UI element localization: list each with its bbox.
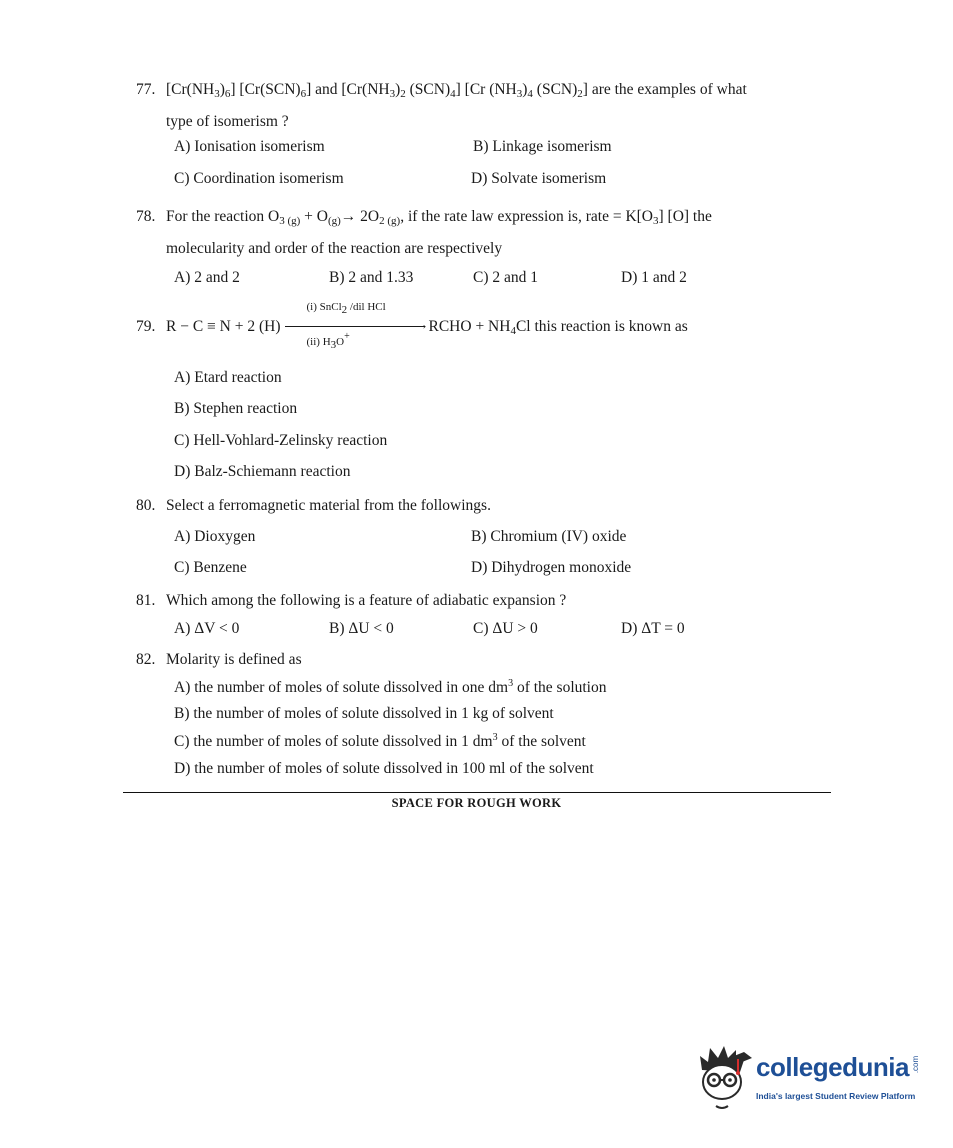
question-number: 81. [136,592,156,609]
option-b: B) Linkage isomerism [473,138,612,155]
option-b: B) Stephen reaction [174,400,298,417]
collegedunia-logo [694,1042,924,1112]
divider [123,792,831,793]
question-82 [136,646,836,673]
question-number: 80. [136,497,156,514]
option-d: D) ΔT = 0 [621,620,685,637]
question-77 [136,76,836,135]
option-c: C) Benzene [174,559,247,576]
reaction-rhs: RCHO + $NH_4Cl$ this reaction is known as [428,318,688,337]
reaction-lhs: R − C ≡ N + 2 (H) [166,318,281,335]
question-79 [136,301,836,352]
question-number: 79. [136,318,156,335]
option-a: A) Ionisation isomerism [174,138,325,155]
option-a: A) 2 and 2 [174,269,240,286]
logo-wordmark: collegedunia [756,1052,909,1082]
option-a: A) Etard reaction [174,369,282,386]
option-b: B) Chromium (IV) oxide [471,528,627,545]
arrow-right-icon: → [414,318,429,334]
question-text: Molarity is defined as [166,651,302,668]
question-text: Which among the following is a feature of adiabatic expansion ? [166,592,567,609]
option-a: A) ΔV < 0 [174,620,240,637]
question-text: Select a ferromagnetic material from the followings. [166,497,491,514]
option-b: B) the number of moles of solute dissolved in 1 kg of solvent [174,705,554,722]
question-number: 77. [136,81,156,98]
question-text: $[Cr(NH_3)_6]$ $[Cr(SCN)_6]$ and [$Cr(NH_3)_2$ $(SCN)_4$] [Cr $(NH_3)_4$ $(SCN)_2$] are the examples of what [166,81,747,100]
reaction-condition-top: (i) SnCl$_2$ /dil HCl [306,301,386,317]
logo-suffix: .com [911,1055,921,1074]
question-80 [136,492,836,519]
option-c: C) Hell-Vohlard-Zelinsky reaction [174,432,388,449]
option-c: C) Coordination isomerism [174,170,344,187]
option-c: C) the number of moles of solute dissolved in 1 $dm^3$ of the solvent [174,732,586,750]
option-d: D) Balz-Schiemann reaction [174,463,351,480]
option-d: D) 1 and 2 [621,269,687,286]
option-a: A) the number of moles of solute dissolved in one $dm^3$ of the solution [174,678,607,696]
option-b: B) ΔU < 0 [329,620,394,637]
question-number: 82. [136,651,156,668]
option-c: C) ΔU > 0 [473,620,538,637]
question-81 [136,587,836,614]
option-d: D) Dihydrogen monoxide [471,559,632,576]
question-number: 78. [136,208,156,225]
question-text: For the reaction $O_{3 (g)} + O_{(g)}\to 2O_{2 (g)}$, if the rate law expression is, rate = $K[O_3]$ [O] the [166,208,712,227]
question-text-line2: molecularity and order of the reaction are respectively [166,240,503,257]
student-mascot-icon [694,1042,756,1112]
logo-tagline: India's largest Student Review Platform [756,1091,916,1101]
option-c: C) 2 and 1 [473,269,539,286]
reaction-condition-bottom: (ii) $H_3O^+$ [306,331,350,352]
rough-work-label: SPACE FOR ROUGH WORK [391,796,562,810]
option-a: A) Dioxygen [174,528,256,545]
option-d: D) the number of moles of solute dissolved in 100 ml of the solvent [174,760,594,777]
reaction-arrow [285,301,429,352]
question-text-line2: type of isomerism ? [166,113,289,130]
question-78 [136,203,836,262]
option-d: D) Solvate isomerism [471,170,607,187]
option-b: B) 2 and 1.33 [329,269,414,286]
